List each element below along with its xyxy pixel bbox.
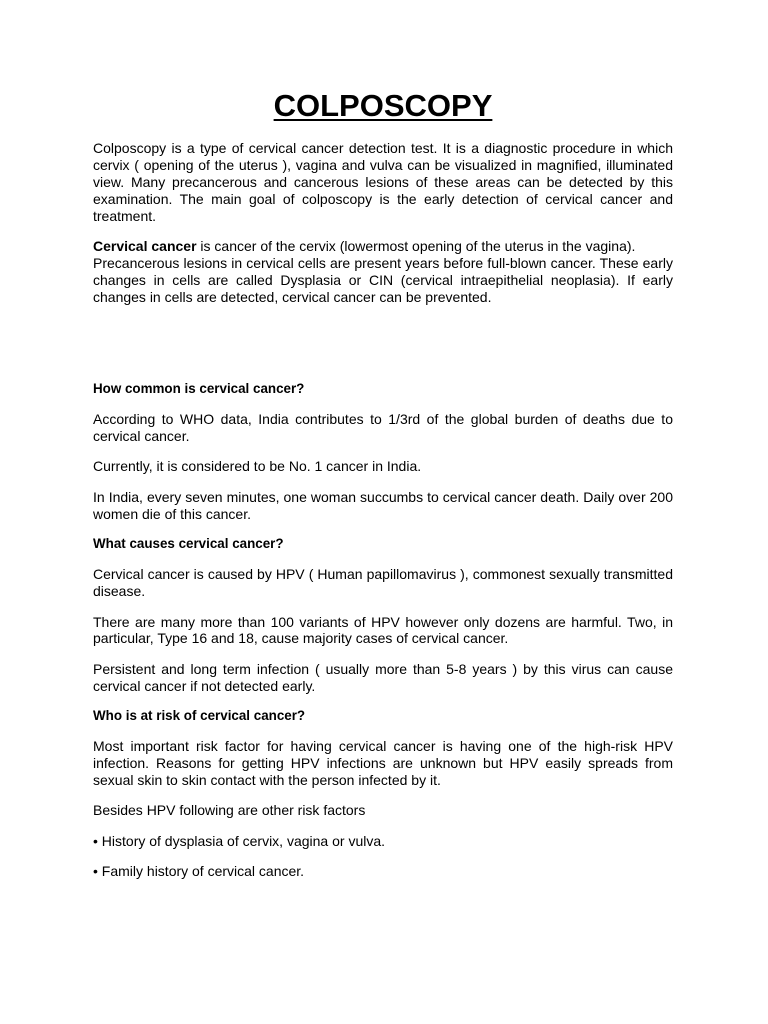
paragraph: Most important risk factor for having cervical cancer is having one of the high-risk HPV infection. Reasons for getting HPV infections are unknown but HPV easily spreads from sexual skin to skin contact with the person infected by it. (93, 738, 673, 788)
cervical-cancer-definition (93, 238, 673, 255)
bullet-item: • History of dysplasia of cervix, vagina or vulva. (93, 832, 386, 849)
paragraph: There are many more than 100 variants of HPV however only dozens are harmful. Two, in particular, Type 16 and 18, cause majority cases of cervical cancer. (93, 613, 673, 647)
document-page (93, 88, 673, 894)
paragraph: Persistent and long term infection ( usually more than 5-8 years ) by this virus can cause cervical cancer if not detected early. (93, 660, 673, 694)
cervical-cancer-definition-text: is cancer of the cervix (lowermost opening of the uterus in the vagina). (196, 238, 636, 255)
blank-space (93, 319, 673, 381)
paragraph: Currently, it is considered to be No. 1 cancer in India. (93, 458, 422, 475)
page-title: COLPOSCOPY (273, 88, 493, 123)
paragraph: Cervical cancer is caused by HPV ( Human papillomavirus ), commonest sexually transmitted disease. (93, 566, 673, 600)
paragraph: Besides HPV following are other risk factors (93, 802, 366, 819)
precancerous-paragraph: Precancerous lesions in cervical cells are present years before full-blown cancer. These early changes in cells are called Dysplasia or CIN (cervical intraepithelial neoplasia). If early changes in cells are detected, cervical cancer can be prevented. (93, 254, 673, 305)
paragraph: In India, every seven minutes, one woman succumbs to cervical cancer death. Daily over 200 women die of this cancer. (93, 488, 673, 522)
intro-paragraph: Colposcopy is a type of cervical cancer detection test. It is a diagnostic procedure in which cervix ( opening of the uterus ), vagina and vulva can be visualized in magnified, illuminated view. Many precancerous and cancerous lesions of these areas can be detected by this examination. The main goal of colposcopy is the early detection of cervical cancer and treatment. (93, 140, 673, 224)
section-heading-causes: What causes cervical cancer? (93, 536, 284, 552)
paragraph: According to WHO data, India contributes to 1/3rd of the global burden of deaths due to cervical cancer. (93, 411, 673, 445)
cervical-cancer-term: Cervical cancer (93, 238, 197, 255)
bullet-item: • Family history of cervical cancer. (93, 863, 305, 880)
section-heading-risk: Who is at risk of cervical cancer? (93, 708, 306, 724)
section-heading-how-common: How common is cervical cancer? (93, 381, 305, 397)
